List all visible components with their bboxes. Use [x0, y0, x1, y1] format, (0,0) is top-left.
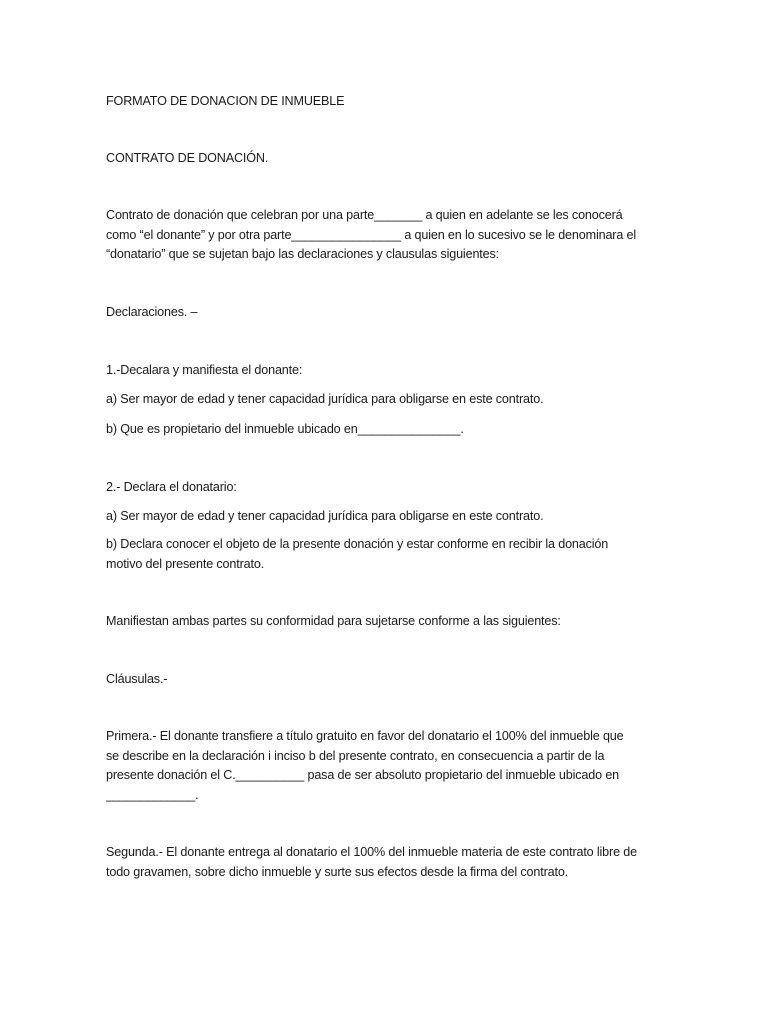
- contract-title: CONTRATO DE DONACIÓN.: [106, 151, 269, 165]
- clausula-primera-line: _____________.: [106, 787, 199, 802]
- clausula-primera: [106, 727, 666, 805]
- clausula-segunda-line: Segunda.- El donante entrega al donatario el 100% del inmueble materia de este contrato libre de: [106, 845, 637, 859]
- intro-paragraph: [106, 206, 666, 265]
- intro-line: “donatario” que se sujetan bajo las declaraciones y clausulas siguientes:: [106, 247, 499, 261]
- donatario-item-b-line: motivo del presente contrato.: [106, 556, 265, 571]
- clausulas-heading: Cláusulas.-: [106, 672, 168, 686]
- donante-item-b: b) Que es propietario del inmueble ubicado en_______________.: [106, 422, 464, 436]
- clausula-primera-line: Primera.- El donante transfiere a título gratuito en favor del donatario el 100% del inmueble que: [106, 729, 624, 743]
- donante-item-a: a) Ser mayor de edad y tener capacidad jurídica para obligarse en este contrato.: [106, 392, 544, 406]
- document-heading: FORMATO DE DONACION DE INMUEBLE: [106, 94, 345, 108]
- clausula-primera-line: presente donación el C.__________ pasa de ser absoluto propietario del inmueble ubicado en: [106, 768, 620, 782]
- clausula-primera-line: se describe en la declaración i inciso b del presente contrato, en consecuencia a partir de la: [106, 748, 605, 763]
- clausula-segunda-line: todo gravamen, sobre dicho inmueble y surte sus efectos desde la firma del contrato.: [106, 864, 569, 879]
- conformidad-statement: Manifiestan ambas partes su conformidad para sujetarse conforme a las siguientes:: [106, 614, 561, 628]
- donatario-item-a: a) Ser mayor de edad y tener capacidad jurídica para obligarse en este contrato.: [106, 509, 544, 523]
- declaraciones-heading: Declaraciones. –: [106, 305, 198, 319]
- intro-line: como “el donante” y por otra parte________________ a quien en lo sucesivo se le denominara el: [106, 227, 637, 242]
- clausula-segunda: [106, 843, 666, 882]
- donatario-item-b: [106, 535, 666, 574]
- donante-declaration-title: 1.-Decalara y manifiesta el donante:: [106, 363, 303, 377]
- intro-line: Contrato de donación que celebran por una parte_______ a quien en adelante se les conocerá: [106, 208, 623, 222]
- donatario-item-b-line: b) Declara conocer el objeto de la presente donación y estar conforme en recibir la donación: [106, 537, 609, 551]
- donatario-declaration-title: 2.- Declara el donatario:: [106, 480, 237, 494]
